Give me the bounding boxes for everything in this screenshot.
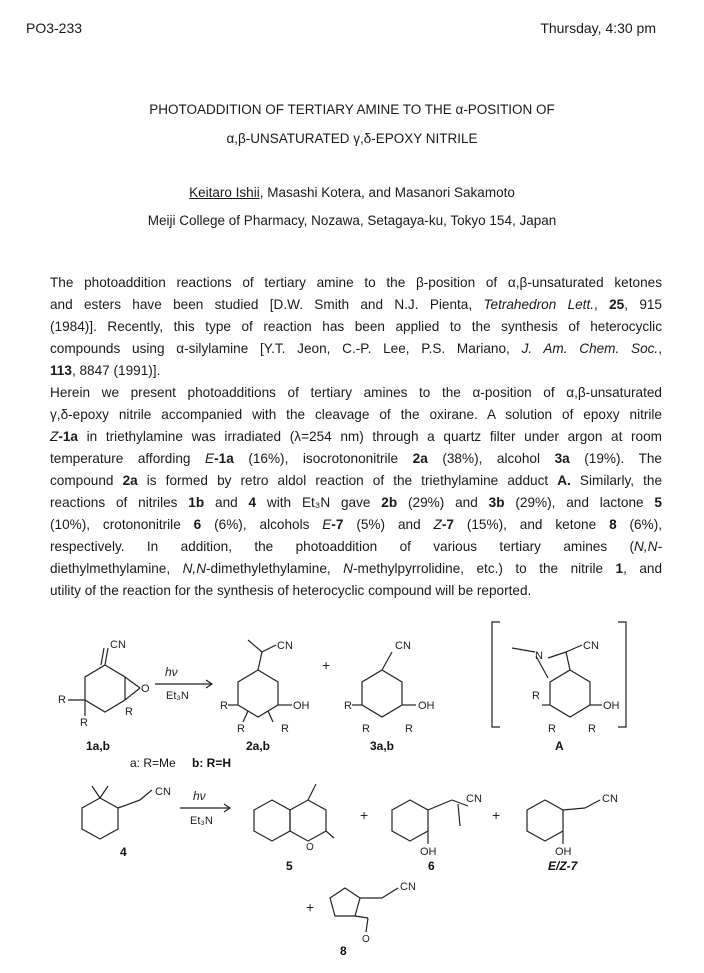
oh-label: OH <box>420 846 437 858</box>
text-run: -dimethylethylamine, <box>206 561 344 576</box>
text-run: 113 <box>50 363 72 378</box>
affiliation: Meiji College of Pharmacy, Nozawa, Setagaya-ku, Tokyo 154, Japan <box>147 213 557 228</box>
plus-sign: + <box>492 807 501 823</box>
text-run: (5%) and <box>343 517 434 532</box>
text-run: 25 <box>609 297 625 312</box>
o-label: O <box>362 934 370 945</box>
text-run: A. <box>557 473 571 488</box>
r-label: R <box>405 723 413 735</box>
text-run: (6%), <box>616 517 662 532</box>
authors <box>0 185 704 200</box>
text-run: 1 <box>615 561 624 576</box>
text-run: 8 <box>609 517 617 532</box>
r-label: R <box>220 700 228 712</box>
text-run: temperature affording <box>50 451 206 466</box>
abstract-code: PO3-233 <box>26 20 83 36</box>
coauthors: , Masashi Kotera, and Masanori Sakamoto <box>259 185 515 200</box>
label-A: A <box>555 739 564 753</box>
r-label: R <box>548 723 556 735</box>
r-label: R <box>362 723 370 735</box>
r-label: R <box>588 723 596 735</box>
bracket-left <box>492 622 500 727</box>
oh-label: OH <box>293 700 310 712</box>
n-label: N <box>535 650 543 662</box>
text-run: 4 <box>248 495 257 510</box>
text-run: γ,δ-epoxy nitrile accompanied with the cleavage of the oxirane. A solution of epoxy nitrile <box>50 407 662 422</box>
hv-label: hν <box>193 789 206 803</box>
plus-sign: + <box>360 807 369 823</box>
text-run: E <box>322 517 332 532</box>
label-2ab: 2a,b <box>246 739 271 753</box>
oh-label: OH <box>555 846 572 858</box>
legend-b: b: R=H <box>192 756 231 770</box>
cn-label: CN <box>395 640 411 652</box>
compound-A-structure <box>512 645 602 717</box>
text-run: with Et₃N gave <box>256 495 382 510</box>
text-run: , <box>594 297 610 312</box>
presenting-author: Keitaro Ishii <box>189 185 260 200</box>
text-run: (15%), and ketone <box>453 517 610 532</box>
cn-label: CN <box>277 640 293 652</box>
r-label: R <box>237 723 245 735</box>
r-label: R <box>532 690 540 702</box>
text-run: reactions of nitriles <box>50 495 189 510</box>
text-run: 2b <box>381 495 398 510</box>
title-line-2: α,β-UNSATURATED γ,δ-EPOXY NITRILE <box>226 131 478 146</box>
text-run: diethylmethylamine, <box>50 561 183 576</box>
text-run: J. Am. Chem. Soc. <box>521 341 659 356</box>
text-run: (29%), and lactone <box>504 495 655 510</box>
hv-label: hν <box>165 665 178 679</box>
r-label: R <box>125 706 133 718</box>
text-run: N,N <box>182 561 207 576</box>
plus-sign: + <box>306 899 315 915</box>
cn-label: CN <box>110 639 126 651</box>
text-run: (38%), alcohol <box>427 451 555 466</box>
cn-label: CN <box>466 793 482 805</box>
text-run: , 915 <box>624 297 662 312</box>
text-run: (16%), isocrotononitrile <box>233 451 413 466</box>
body-line <box>50 426 662 448</box>
text-run: , 8847 (1991)]. <box>71 363 161 378</box>
plus-sign: + <box>322 657 331 673</box>
body-line <box>50 448 662 470</box>
r-label: R <box>281 723 289 735</box>
o-label: O <box>306 842 314 853</box>
o-label: O <box>141 683 150 695</box>
text-run: , and <box>623 561 662 576</box>
body-line <box>50 382 662 404</box>
body-line <box>50 316 662 338</box>
body-line <box>50 404 662 426</box>
legend-a: a: R=Me <box>130 756 176 770</box>
session-time: Thursday, 4:30 pm <box>540 20 656 36</box>
text-run: Similarly, the <box>570 473 663 488</box>
reagent-label: Et₃N <box>190 815 213 827</box>
text-run: utility of the reaction for the synthesis of heterocyclic compound will be reported. <box>50 583 532 598</box>
text-run: , <box>658 341 662 356</box>
text-run: Herein we present photoadditions of tertiary amines to the α-position of α,β-unsaturated <box>50 385 662 400</box>
compound-5-structure <box>254 784 334 841</box>
text-run: (29%) and <box>397 495 489 510</box>
text-run: Z <box>50 429 59 444</box>
text-run: 3b <box>488 495 505 510</box>
body-line <box>50 536 662 558</box>
text-run: -methylpyrrolidine, etc.) to the nitrile <box>352 561 616 576</box>
text-run: -1a <box>58 429 78 444</box>
text-run: and esters have been studied [D.W. Smith and N.J. Pienta, <box>50 297 484 312</box>
text-run: 3a <box>554 451 570 466</box>
r-label: R <box>80 717 88 729</box>
title-line-1: PHOTOADDITION OF TERTIARY AMINE TO THE α-POSITION OF <box>149 102 555 117</box>
text-run: Tetrahedron Lett. <box>483 297 595 312</box>
text-run: The photoaddition reactions of tertiary amine to the β-position of α,β-unsaturated ketones <box>50 275 662 290</box>
label-6: 6 <box>428 859 435 873</box>
abstract-body <box>50 272 662 602</box>
label-5: 5 <box>286 859 293 873</box>
reagent-label: Et₃N <box>166 690 189 702</box>
compound-7-structure <box>527 800 600 844</box>
body-line <box>50 580 662 602</box>
label-8: 8 <box>340 944 347 958</box>
cn-label: CN <box>155 786 171 798</box>
text-run: 1b <box>188 495 205 510</box>
text-run: compound <box>50 473 123 488</box>
oh-label: OH <box>603 700 620 712</box>
text-run: compounds using α-silylamine [Y.T. Jeon, C.-P. Lee, P.S. Mariano, <box>50 341 522 356</box>
text-run: in triethylamine was irradiated (λ=254 nm) through a quartz filter under argon at room <box>77 429 662 444</box>
text-run: -7 <box>331 517 344 532</box>
compound-4-structure <box>82 786 152 839</box>
compound-8-structure <box>330 888 398 932</box>
body-line <box>50 558 662 580</box>
label-3ab: 3a,b <box>370 739 395 753</box>
text-run: 2a <box>122 473 138 488</box>
text-run: (6%), alcohols <box>201 517 323 532</box>
text-run: is formed by retro aldol reaction of the triethylamine adduct <box>137 473 558 488</box>
text-run: 5 <box>654 495 662 510</box>
label-4: 4 <box>120 845 127 859</box>
compound-3-structure <box>352 652 416 717</box>
text-run: (1984)]. Recently, this type of reaction has been applied to the synthesis of heterocyclic <box>50 319 662 334</box>
text-run: E <box>205 451 215 466</box>
oh-label: OH <box>418 700 435 712</box>
text-run: -1a <box>214 451 234 466</box>
cn-label: CN <box>583 640 599 652</box>
text-run: N,N- <box>634 539 662 554</box>
body-line <box>50 338 662 360</box>
text-run: and <box>204 495 249 510</box>
text-run: (19%). The <box>569 451 662 466</box>
compound-6-structure <box>392 800 468 844</box>
r-label: R <box>58 694 66 706</box>
text-run: N <box>343 561 353 576</box>
text-run: Z <box>433 517 442 532</box>
body-line <box>50 514 662 536</box>
body-line <box>50 272 662 294</box>
cn-label: CN <box>400 881 416 893</box>
body-line <box>50 360 662 382</box>
text-run: 6 <box>193 517 202 532</box>
r-label: R <box>344 700 352 712</box>
label-1ab: 1a,b <box>86 739 111 753</box>
text-run: respectively. In addition, the photoaddition of various tertiary amines ( <box>50 539 635 554</box>
reaction-scheme <box>0 610 704 973</box>
label-7: E/Z-7 <box>548 859 578 873</box>
cn-label: CN <box>602 793 618 805</box>
compound-2-structure <box>228 640 292 722</box>
body-line <box>50 492 662 514</box>
text-run: 2a <box>412 451 428 466</box>
body-line <box>50 294 662 316</box>
body-line <box>50 470 662 492</box>
text-run: (10%), crotononitrile <box>50 517 194 532</box>
text-run: -7 <box>441 517 454 532</box>
